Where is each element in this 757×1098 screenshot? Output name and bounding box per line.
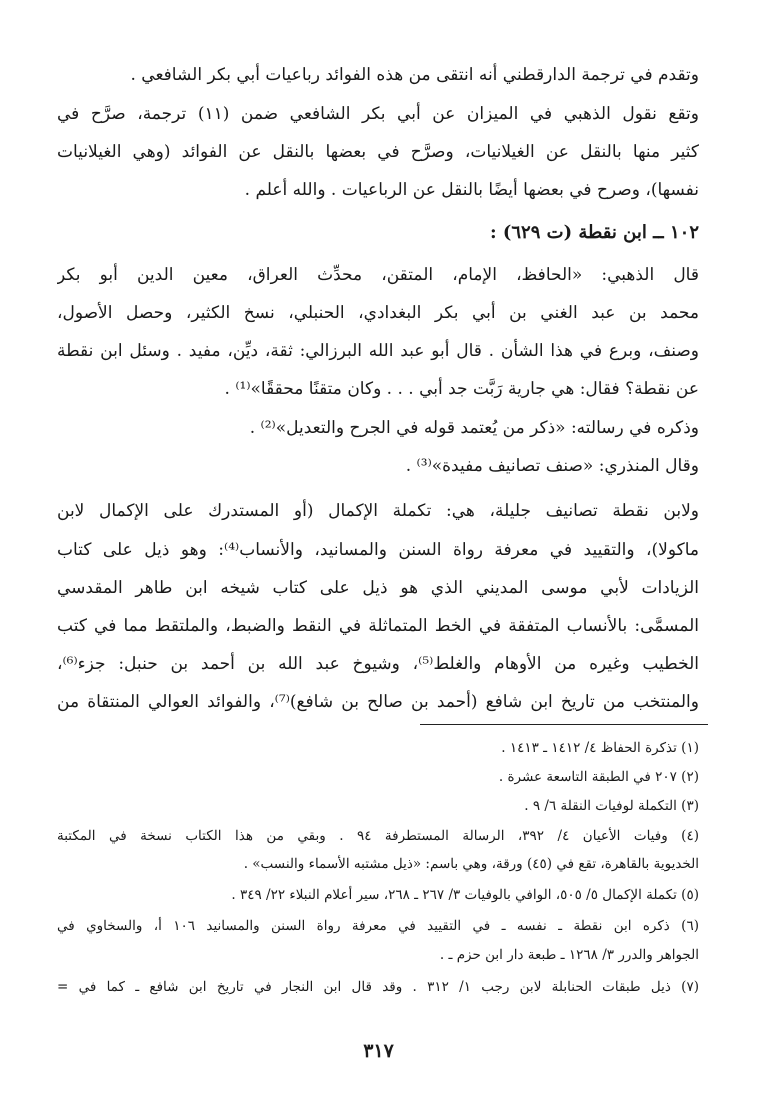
footnote-1: (١) تذكرة الحفاظ ٤/ ١٤١٢ ـ ١٤١٣ .: [501, 740, 699, 756]
body-line-4: نفسها)، وصرح في بعضها أيضًا بالنقل عن الرباعيات . والله أعلم .: [244, 180, 699, 200]
page-number: ٣١٧: [363, 1040, 394, 1062]
body-line-15: المسمَّى: بالأنساب المتفقة في الخط المتماثلة في النقط والضبط، والملتقط مما في كتب: [57, 616, 699, 636]
body-line-3: كثير منها بالنقل عن الغيلانيات، وصرَّح في بعضها بالنقل عن الفوائد (وهي الغيلانيات: [57, 142, 699, 162]
footnote-6-line-2: الجواهر والدرر ٣/ ١٢٦٨ ـ طبعة دار ابن حزم ـ .: [439, 947, 699, 963]
body-line-12: ولابن نقطة تصانيف جليلة، هي: تكملة الإكمال (أو المستدرك على الإكمال لابن: [57, 501, 699, 521]
body-line-13: ماكولا)، والتقييد في معرفة رواة السنن والمسانيد، والأنساب⁽⁴⁾: وهو ذيل على كتاب: [57, 540, 699, 560]
body-line-1: وتقدم في ترجمة الدارقطني أنه انتقى من هذه الفوائد رباعيات أبي بكر الشافعي .: [130, 65, 699, 85]
footnote-6-line-1: (٦) ذكره ابن نقطة ـ نفسه ـ في التقييد في معرفة رواة السنن والمسانيد ١٠٦ أ، والسخاوي في: [57, 918, 699, 934]
body-line-9: عن نقطة؟ فقال: هي جارية رَبَّت جد أبي . . . وكان متقنًا محققًا»⁽¹⁾ .: [224, 379, 699, 399]
footnote-7: (٧) ذيل طبقات الحنابلة لابن رجب ١/ ٣١٢ . وقد قال ابن النجار في تاريخ ابن شافع ـ كما في =: [57, 979, 699, 995]
body-line-8: وصنف، وبرع في هذا الشأن . قال أبو عبد الله البرزالي: ثقة، ديِّن، مفيد . وسئل ابن نقطة: [57, 341, 699, 361]
body-line-16: الخطيب وغيره من الأوهام والغلط⁽⁵⁾، وشيوخ عبد الله بن أحمد بن حنبل: جزء⁽⁶⁾،: [57, 654, 699, 674]
body-line-10: وذكره في رسالته: «ذكر من يُعتمد قوله في الجرح والتعديل»⁽²⁾ .: [249, 418, 699, 438]
body-line-2: وتقع نقول الذهبي في الميزان عن أبي بكر الشافعي ضمن (١١) ترجمة، صرَّح في: [57, 104, 699, 124]
body-line-17: والمنتخب من تاريخ ابن شافع (أحمد بن صالح بن شافع)⁽⁷⁾، والفوائد العوالي المنتقاة من: [57, 692, 699, 712]
section-heading: ١٠٢ ــ ابن نقطة (ت ٦٢٩) :: [489, 222, 699, 243]
footnote-3: (٣) التكملة لوفيات النقلة ٦/ ٩ .: [524, 798, 699, 814]
footnote-4-line-2: الخديوية بالقاهرة، تقع في (٤٥) ورقة، وهي باسم: «ذيل مشتبه الأسماء والنسب» .: [243, 856, 699, 872]
footnote-4-line-1: (٤) وفيات الأعيان ٤/ ٣٩٢، الرسالة المستطرفة ٩٤ . وبقي من هذا الكتاب نسخة في المكتبة: [57, 828, 699, 844]
body-line-6: قال الذهبي: «الحافظ، الإمام، المتقن، محدِّث العراق، معين الدين أبو بكر: [57, 265, 699, 285]
body-line-7: محمد بن عبد الغني بن أبي بكر البغدادي، الحنبلي، نسخ الكثير، وحصل الأصول،: [57, 303, 699, 323]
footnote-2: (٢) ٢٠٧ في الطبقة التاسعة عشرة .: [498, 769, 699, 785]
body-line-14: الزيادات لأبي موسى المديني الذي هو ذيل على كتاب شيخه ابن طاهر المقدسي: [57, 578, 699, 598]
footnote-separator: [420, 724, 708, 725]
body-line-11: وقال المنذري: «صنف تصانيف مفيدة»⁽³⁾ .: [405, 456, 699, 476]
footnote-5: (٥) تكملة الإكمال ٥/ ٥٠٥، الوافي بالوفيات ٣/ ٢٦٧ ـ ٢٦٨، سير أعلام النبلاء ٢٢/ ٣٤٩ .: [231, 887, 699, 903]
